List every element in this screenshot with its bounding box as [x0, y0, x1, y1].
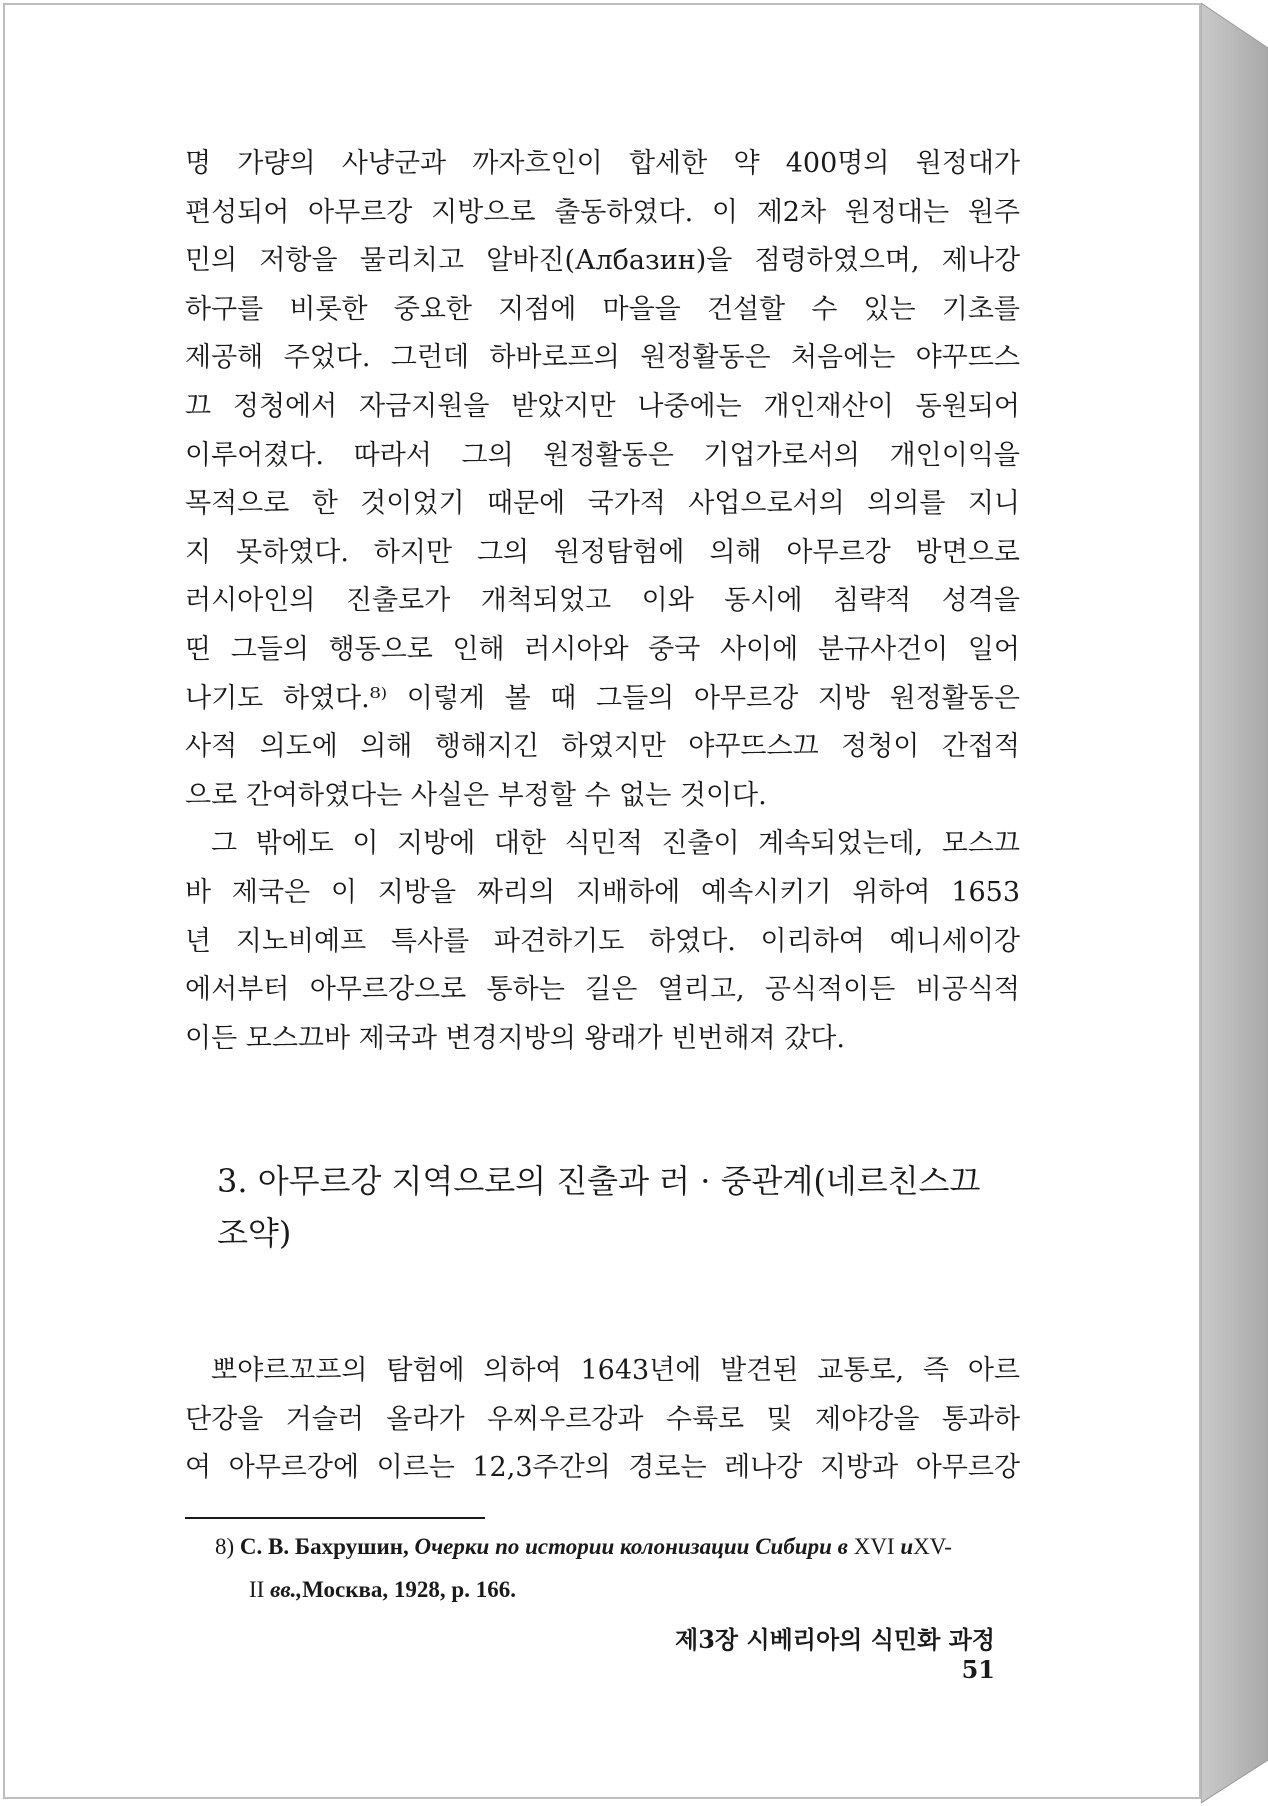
section-heading-line: 3. 아무르강 지역으로의 진출과 러 · 중관계(네르친스끄 — [217, 1162, 981, 1201]
footnote-author: С. В. Бахрушин, — [239, 1534, 409, 1560]
running-footer-chapter: 제3장 시베리아의 식민화 과정 — [675, 1625, 995, 1654]
text-line: 러시아인의 진출로가 개척되었고 이와 동시에 침략적 성격을 — [185, 585, 1020, 617]
text-line: 띤 그들의 행동으로 인해 러시아와 중국 사이에 분규사건이 일어 — [185, 633, 1020, 665]
text-line: 나기도 하였다.⁸⁾ 이렇게 볼 때 그들의 아무르강 지방 원정활동은 — [185, 682, 1020, 714]
paragraph-2 — [185, 820, 1020, 1063]
section-heading-line: 조약) — [217, 1214, 292, 1253]
footnote-divider — [185, 1517, 485, 1519]
text-line: 년 지노비예프 특사를 파견하기도 하였다. 이리하여 예니세이강 — [185, 925, 1020, 957]
text-line: 이루어졌다. 따라서 그의 원정활동은 기업가로서의 개인이익을 — [185, 439, 1020, 471]
text-line: 에서부터 아무르강으로 통하는 길은 열리고, 공식적이든 비공식적 — [185, 974, 1020, 1006]
section-heading — [217, 1155, 1020, 1259]
text-line: 으로 간여하였다는 사실은 부정할 수 없는 것이다. — [185, 779, 767, 811]
text-line: 바 제국은 이 지방을 짜리의 지배하에 예속시키기 위하여 1653 — [185, 876, 1020, 908]
text-line: 끄 정청에서 자금지원을 받았지만 나중에는 개인재산이 동원되어 — [185, 390, 1020, 422]
text-line: 하구를 비롯한 중요한 지점에 마을을 건설할 수 있는 기초를 — [185, 293, 1020, 325]
page-footer — [615, 1620, 995, 1684]
footnote-line — [215, 1525, 1020, 1568]
book-spine-shape — [1201, 0, 1268, 1806]
book-spine — [1201, 0, 1268, 1806]
text-line: 사적 의도에 의해 행해지긴 하였지만 야꾸뜨스끄 정청이 간접적 — [185, 731, 1020, 763]
footnote-abbr: вв., — [270, 1577, 303, 1603]
text-line: 단강을 거슬러 올라가 우찌우르강과 수륙로 및 제야강을 통과하 — [185, 1403, 1020, 1435]
text-line: 민의 저항을 물리치고 알바진(Албазин)을 점령하였으며, 제나강 — [185, 245, 1020, 277]
text-line: 제공해 주었다. 그런데 하바로프의 원정활동은 처음에는 야꾸뜨스 — [185, 342, 1020, 374]
footnote-place-year: Москва, 1928, p. 166. — [302, 1577, 516, 1603]
footnote-8 — [215, 1525, 1020, 1611]
footnote-line — [215, 1568, 1020, 1611]
footnote-line2-start: II — [249, 1577, 265, 1603]
text-line: 목적으로 한 것이었기 때문에 국가적 사업으로서의 의의를 지니 — [185, 488, 1020, 520]
text-line: 여 아무르강에 이르는 12,3주간의 경로는 레나강 지방과 아무르강 — [185, 1452, 1020, 1484]
text-line: 편성되어 아무르강 지방으로 출동하였다. 이 제2차 원정대는 원주 — [185, 196, 1020, 228]
page-number: 51 — [961, 1655, 995, 1684]
footnote-conj: и — [900, 1534, 914, 1560]
footnote-century-b: XV- — [913, 1534, 952, 1560]
footnote-marker: 8) — [215, 1534, 235, 1560]
paragraph-3 — [185, 1347, 1020, 1493]
text-line: 명 가량의 사냥군과 까자흐인이 합세한 약 400명의 원정대가 — [185, 148, 1020, 179]
footnote-century-a: XVI — [853, 1534, 895, 1560]
text-line: 지 못하였다. 하지만 그의 원정탐험에 의해 아무르강 방면으로 — [185, 536, 1020, 568]
paragraph-1 — [185, 140, 1020, 820]
page-content — [185, 140, 1020, 1611]
text-line: 이든 모스끄바 제국과 변경지방의 왕래가 빈번해져 갔다. — [185, 1022, 845, 1054]
text-line: 뽀야르꼬프의 탐험에 의하여 1643년에 발견된 교통로, 즉 아르 — [211, 1355, 1020, 1387]
footnote-title: Очерки по истории колонизации Сибири в — [414, 1534, 848, 1560]
text-line: 그 밖에도 이 지방에 대한 식민적 진출이 계속되었는데, 모스끄 — [211, 828, 1020, 860]
